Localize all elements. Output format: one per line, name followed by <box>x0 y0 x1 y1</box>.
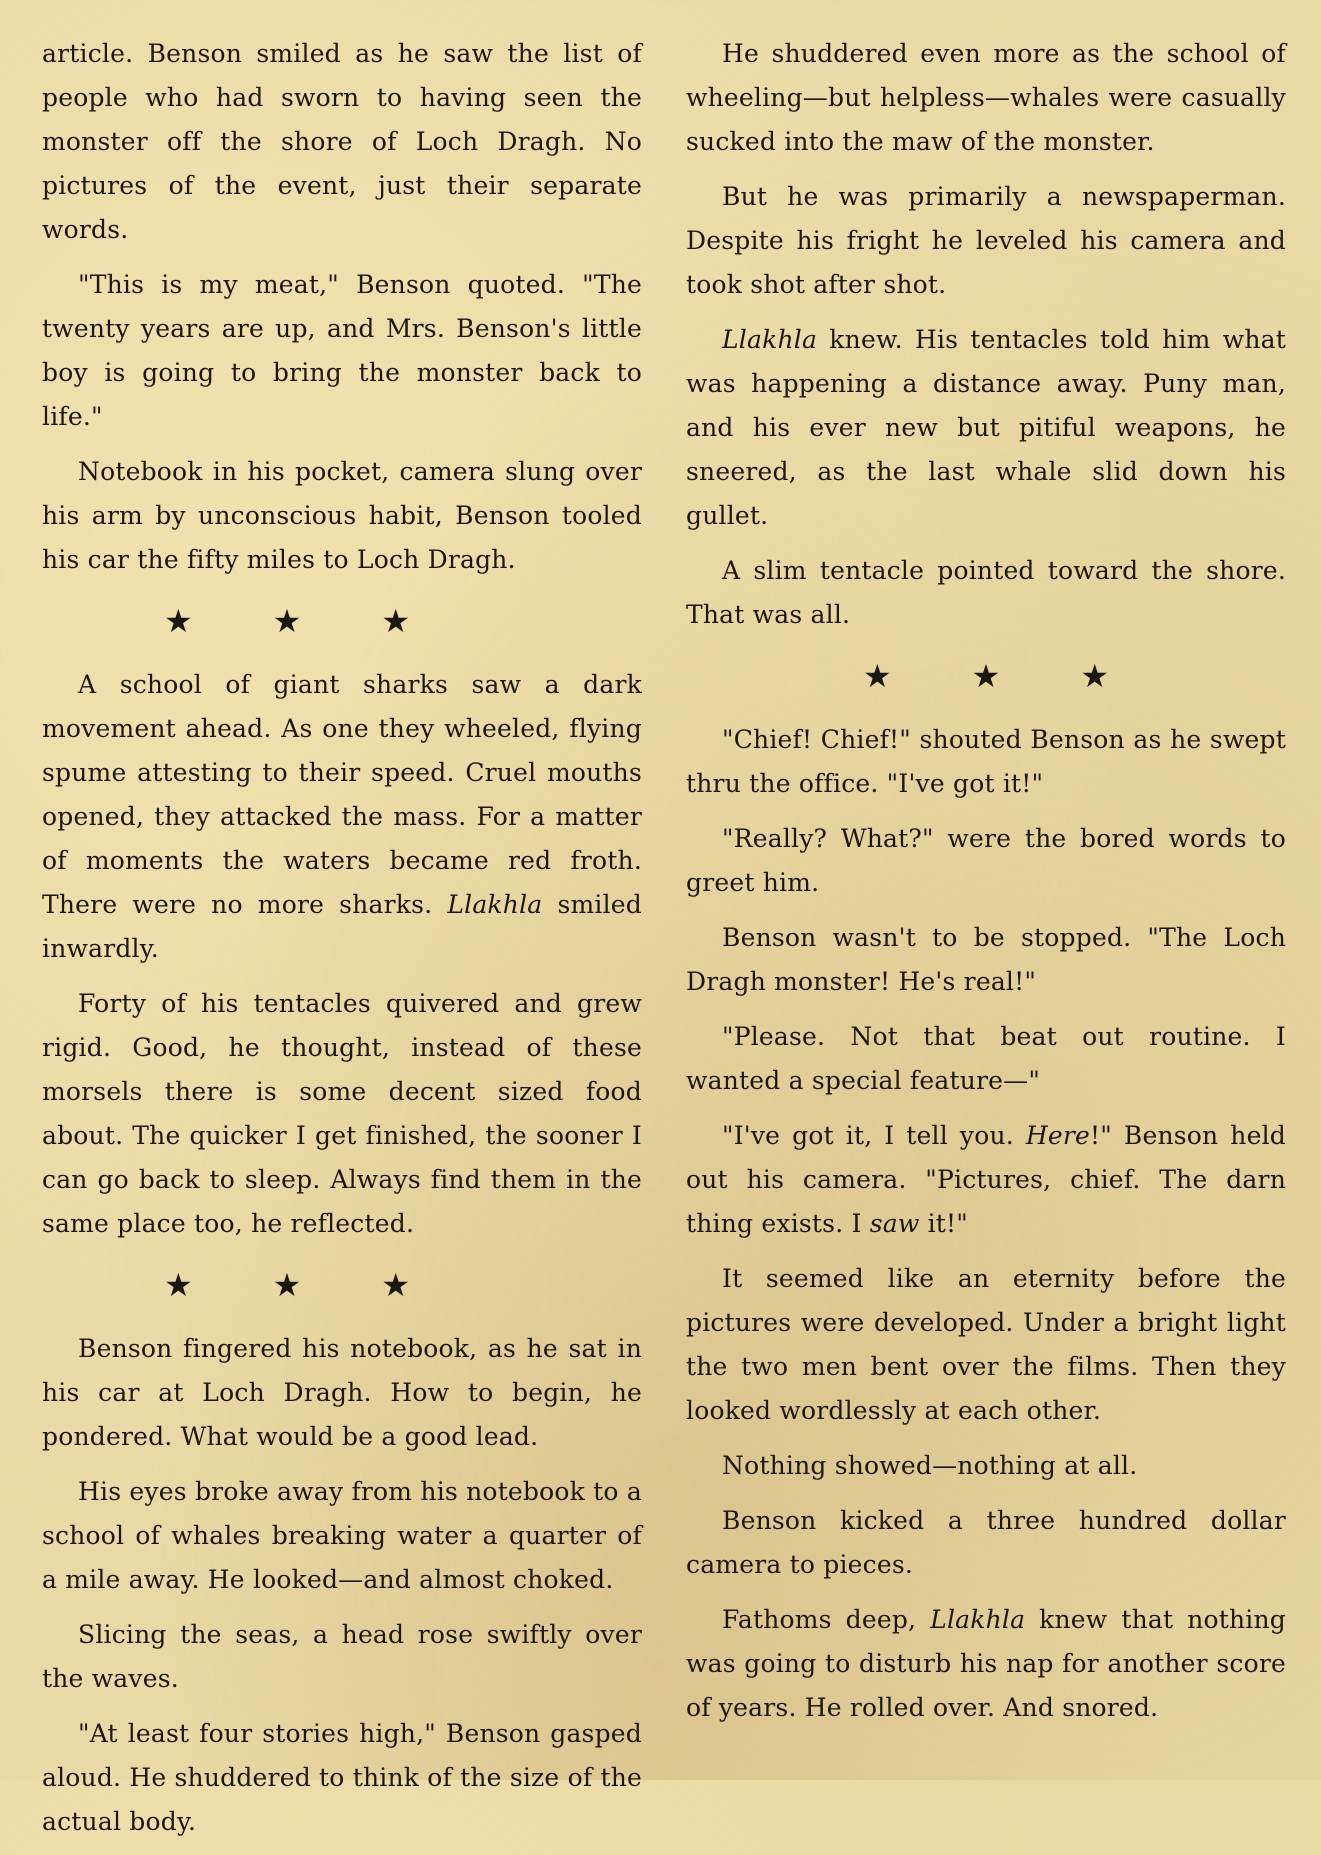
text-run: smiled inwardly. <box>42 890 642 963</box>
star-icon: ★ <box>381 602 411 640</box>
section-divider <box>42 1257 642 1313</box>
paragraph: "Really? What?" were the bored words to greet him. <box>686 824 1286 897</box>
text-run: it!" <box>919 1209 968 1238</box>
paragraph: Nothing showed—nothing at all. <box>722 1451 1138 1480</box>
paragraph <box>686 1598 1286 1730</box>
star-icon: ★ <box>163 1266 193 1304</box>
emphasis: saw <box>869 1209 920 1238</box>
emphasis: Here <box>1025 1121 1091 1150</box>
paragraph: Slicing the seas, a head rose swiftly over the waves. <box>42 1620 642 1693</box>
star-icon: ★ <box>163 602 193 640</box>
star-icon: ★ <box>381 1266 411 1304</box>
paragraph: "Chief! Chief!" shouted Benson as he swept thru the office. "I've got it!" <box>686 725 1286 798</box>
paragraph: But he was primarily a newspaperman. Despite his fright he leveled his camera and took shot after shot. <box>686 182 1286 299</box>
right-column <box>686 32 1286 1741</box>
paragraph <box>686 318 1286 538</box>
star-icon: ★ <box>272 1266 302 1304</box>
star-icon: ★ <box>1080 657 1110 695</box>
star-icon: ★ <box>272 602 302 640</box>
paragraph: A slim tentacle pointed toward the shore. That was all. <box>686 556 1286 629</box>
character-name: Llakhla <box>722 325 818 354</box>
paragraph: Notebook in his pocket, camera slung over his arm by unconscious habit, Benson tooled his car the fifty miles to Loch Dragh. <box>42 457 642 574</box>
paragraph: "Please. Not that beat out routine. I wanted a special feature—" <box>686 1022 1286 1095</box>
character-name: Llakhla <box>447 890 543 919</box>
paragraph: Benson kicked a three hundred dollar camera to pieces. <box>686 1506 1286 1579</box>
paragraph: article. Benson smiled as he saw the list of people who had sworn to having seen the monster off the shore of Loch Dragh. No pictures of the event, just their separate words. <box>42 39 642 244</box>
paragraph <box>686 1114 1286 1246</box>
section-divider <box>686 648 1286 704</box>
paragraph: His eyes broke away from his notebook to a school of whales breaking water a quarter of a mile away. He looked—and almost choked. <box>42 1477 642 1594</box>
section-divider <box>42 593 642 649</box>
character-name: Llakhla <box>930 1605 1026 1634</box>
text-run: "I've got it, I tell you. <box>722 1121 1026 1150</box>
text-run: !" Benson held out his camera. "Pictures, chief. The darn thing exists. I <box>686 1121 1286 1238</box>
paragraph: Benson wasn't to be stopped. "The Loch Dragh monster! He's real!" <box>686 923 1286 996</box>
paragraph: Forty of his tentacles quivered and grew rigid. Good, he thought, instead of these morsels there is some decent sized food about. The quicker I get finished, the sooner I can go back to sleep. Always find them in the same place too, he reflected. <box>42 989 642 1238</box>
paragraph: "At least four stories high," Benson gasped aloud. He shuddered to think of the size of the actual body. <box>42 1719 642 1836</box>
paragraph: Benson fingered his notebook, as he sat in his car at Loch Dragh. How to begin, he pondered. What would be a good lead. <box>42 1334 642 1451</box>
text-run: Fathoms deep, <box>722 1605 931 1634</box>
paragraph <box>42 663 642 971</box>
star-icon: ★ <box>971 657 1001 695</box>
paragraph: "This is my meat," Benson quoted. "The twenty years are up, and Mrs. Benson's little boy is going to bring the monster back to life." <box>42 270 642 431</box>
star-icon: ★ <box>862 657 892 695</box>
text-run: knew that nothing was going to disturb his nap for another score of years. He rolled over. And snored. <box>686 1605 1286 1722</box>
paragraph: He shuddered even more as the school of wheeling—but helpless—whales were casually sucked into the maw of the monster. <box>686 39 1286 156</box>
text-run: A school of giant sharks saw a dark movement ahead. As one they wheeled, flying spume attesting to their speed. Cruel mouths opened, they attacked the mass. For a matter of moments the waters became red froth. There were no more sharks. <box>42 670 642 919</box>
text-run: knew. His tentacles told him what was happening a distance away. Puny man, and his ever new but pitiful weapons, he sneered, as the last whale slid down his gullet. <box>686 325 1286 530</box>
paragraph: It seemed like an eternity before the pictures were developed. Under a bright light the two men bent over the films. Then they looked wordlessly at each other. <box>686 1264 1286 1425</box>
left-column <box>42 32 642 1855</box>
